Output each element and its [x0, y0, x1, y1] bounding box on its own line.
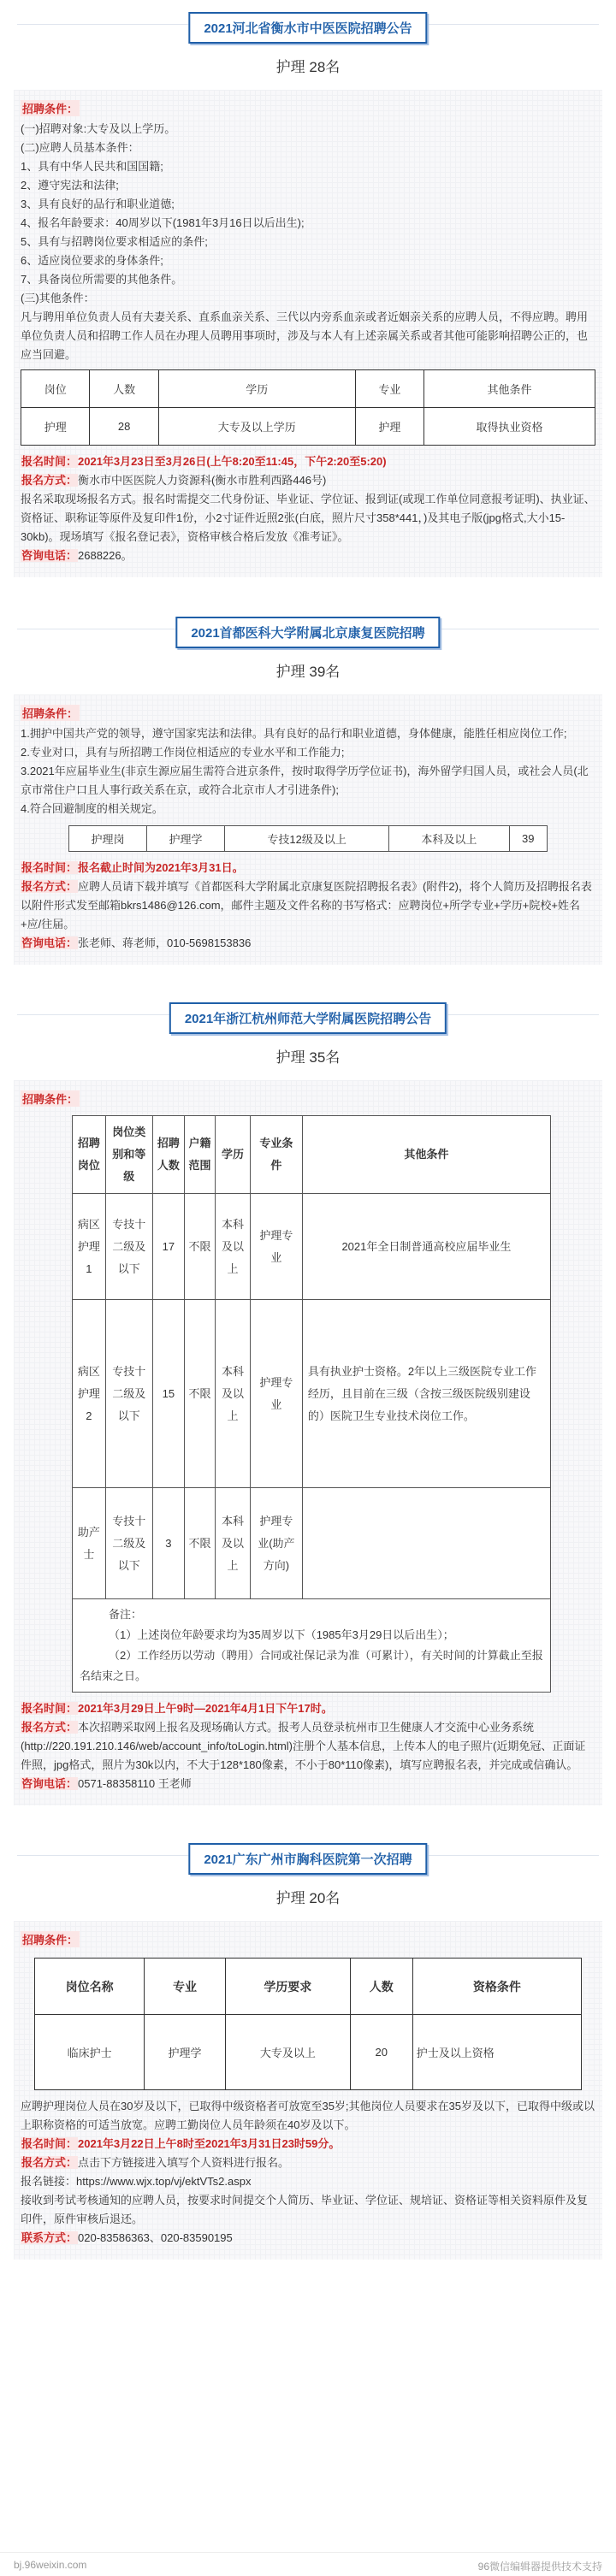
section-2-header [17, 610, 599, 647]
section-4-panel [14, 1921, 602, 2260]
table-cell: 本科及以上 [389, 826, 509, 852]
table-header-cell: 专业 [145, 1959, 226, 2015]
table-cell: 护理学 [146, 826, 224, 852]
table-cell: 具有执业护士资格。2年以上三级医院专业工作经历，且目前在三级（含按三级医院级别建设的）医院卫生专业技术岗位工作。 [302, 1300, 550, 1488]
s3-note-2: （2）工作经历以劳动（聘用）合同或社保记录为准（可累计），有关时间的计算截止至报名结束之日。 [80, 1649, 543, 1682]
section-2-title: 2021首都医科大学附属北京康复医院招聘 [175, 617, 440, 648]
s2-phone-label: 咨询电话： [21, 936, 78, 949]
section-1-header [17, 5, 599, 43]
table-cell: 学历 [158, 370, 355, 408]
s1-line: 1、具有中华人民共和国国籍; [21, 160, 163, 173]
table-cell: 本科及以上 [216, 1300, 251, 1488]
s2-line: 2.专业对口，具有与所招聘工作岗位相适应的专业水平和工作能力; [21, 746, 345, 759]
table-cell: 临床护士 [35, 2015, 145, 2090]
s1-line: 6、适应岗位要求的身体条件; [21, 254, 163, 267]
table-header-cell: 学历要求 [225, 1959, 350, 2015]
table-cell: 专业 [355, 370, 424, 408]
section-2-panel [14, 694, 602, 965]
s2-table [68, 825, 548, 852]
table-header-cell: 招聘岗位 [73, 1116, 106, 1194]
s4-table [34, 1958, 582, 2090]
section-2-tag: 招聘条件： [21, 705, 80, 721]
table-cell: 不限 [184, 1194, 215, 1300]
s2-line: 3.2021年应届毕业生(非京生源应届生需符合进京条件，按时取得学历学位证书)，海外留学归国人员，或社会人员(北京市常住户口且人事行政关系在京，或符合北京市人才引进条件); [21, 765, 589, 796]
table-cell: 20 [350, 2015, 412, 2090]
section-1-subtitle: 护理 28名 [275, 59, 341, 75]
section-3-subtitle: 护理 35名 [275, 1049, 341, 1066]
s3-time: 2021年3月29日上午9时—2021年4月1日下午17时。 [78, 1702, 333, 1715]
table-cell: 专技十二级及以下 [105, 1300, 152, 1488]
s1-method: 衡水市中医医院人力资源科(衡水市胜利西路446号) [78, 474, 327, 487]
table-cell: 不限 [184, 1488, 215, 1599]
s2-phone: 张老师、蒋老师，010-5698153836 [78, 936, 252, 949]
table-header-cell: 资格条件 [412, 1959, 581, 2015]
section-4-subtitle: 护理 20名 [275, 1890, 341, 1906]
s1-phone-label: 咨询电话： [21, 549, 78, 562]
s4-time: 2021年3月22日上午8时至2021年3月31日23时59分。 [78, 2137, 341, 2150]
s1-method-detail: 报名采取现场报名方式。报名时需提交二代身份证、毕业证、学位证、报到证(或现工作单位同意报考证明)、执业证、资格证、职称证等原件及复印件1份，小2寸证件近照2张(白底，照片尺寸358*441，)及其电子版(jpg格式,大小15-30kb)。现场填写《报名登记表》，资格审核合格后发放《准考证》。 [21, 493, 595, 543]
table-cell: 护理学 [145, 2015, 226, 2090]
table-cell: 护理专业 [250, 1194, 302, 1300]
table-cell: 病区护理1 [73, 1194, 106, 1300]
table-cell: 39 [509, 826, 548, 852]
table-cell: 护理专业 [250, 1300, 302, 1488]
s2-line: 4.符合回避制度的相关规定。 [21, 802, 163, 815]
table-cell: 大专及以上学历 [158, 408, 355, 446]
section-4-title: 2021广东广州市胸科医院第一次招聘 [188, 1843, 427, 1875]
table-cell: 专技十二级及以下 [105, 1488, 152, 1599]
table-cell: 15 [152, 1300, 184, 1488]
s4-phone-label: 联系方式： [21, 2231, 78, 2244]
table-cell: 28 [90, 408, 158, 446]
table-cell: 助产士 [73, 1488, 106, 1599]
s1-line: (二)应聘人员基本条件： [21, 141, 139, 154]
s4-note: 接收到考试考核通知的应聘人员，按要求时间提交个人简历、毕业证、学位证、规培证、资格证等相关资料原件及复印件，原件审核后退还。 [21, 2194, 589, 2225]
table-cell: 护理 [21, 408, 90, 446]
table-header-cell: 人数 [350, 1959, 412, 2015]
s4-phone: 020-83586363、020-83590195 [78, 2231, 233, 2244]
table-header-cell: 学历 [216, 1116, 251, 1194]
footer-credit: 96微信编辑器提供技术支持 [477, 2561, 602, 2573]
s3-phone-label: 咨询电话： [21, 1777, 78, 1790]
s1-table [21, 369, 595, 446]
s1-phone: 2688226。 [78, 549, 133, 562]
table-header-cell: 招聘人数 [152, 1116, 184, 1194]
section-1-panel [14, 90, 602, 577]
s1-line: 2、遵守宪法和法律; [21, 179, 119, 192]
table-cell: 3 [152, 1488, 184, 1599]
footer [0, 2552, 616, 2576]
table-cell: 本科及以上 [216, 1194, 251, 1300]
s3-method: 本次招聘采取网上报名及现场确认方式。报考人员登录杭州市卫生健康人才交流中心业务系统(http://220.191.210.146/web/account_info/toLogin.html)注册个人基本信息，上传本人的电子照片(近期免冠、正面证件照，jpg格式，照片为30k以内，不大于128*180像素，不小于80*110像素)，填写应聘报名表，并完成或信确认。 [21, 1721, 586, 1771]
s3-note [72, 1599, 551, 1693]
table-cell: 人数 [90, 370, 158, 408]
s2-method: 应聘人员请下载并填写《首都医科大学附属北京康复医院招聘报名表》(附件2)，将个人简历及招聘报名表以附件形式发至邮箱bkrs1486@126.com，邮件主题及文件名称的书写格式：应聘岗位+所学专业+学历+院校+姓名+应/往届。 [21, 880, 592, 931]
table-cell: 专技12级及以上 [224, 826, 388, 852]
s1-line: 5、具有与招聘岗位要求相适应的条件; [21, 235, 208, 248]
s4-link-label: 报名链接： [21, 2175, 77, 2188]
s1-line: (三)其他条件： [21, 292, 95, 304]
table-cell: 护士及以上资格 [412, 2015, 581, 2090]
s4-link[interactable]: https://www.wjx.top/vj/ektVTs2.aspx [76, 2175, 252, 2188]
s1-method-label: 报名方式： [21, 474, 78, 487]
s4-method: 点击下方链接进入填写个人资料进行报名。 [78, 2156, 290, 2169]
s1-line: (一)招聘对象:大专及以上学历。 [21, 122, 176, 135]
s1-time: 2021年3月23日至3月26日(上午8:20至11:45，下午2:20至5:20) [78, 455, 387, 468]
table-cell: 护理岗 [69, 826, 147, 852]
table-cell: 不限 [184, 1300, 215, 1488]
section-4-tag: 招聘条件： [21, 1931, 80, 1947]
s3-time-label: 报名时间： [21, 1702, 78, 1715]
s1-line: 凡与聘用单位负责人员有夫妻关系、直系血亲关系、三代以内旁系血亲或者近姻亲关系的应聘人员，不得应聘。聘用单位负责人员和招聘工作人员在办理人员聘用事项时，涉及与本人有上述亲属关系或者其他可能影响招聘公正的，也应当回避。 [21, 310, 589, 361]
s1-line: 3、具有良好的品行和职业道德; [21, 198, 175, 210]
s2-line: 1.拥护中国共产党的领导，遵守国家宪法和法律。具有良好的品行和职业道德，身体健康，能胜任相应岗位工作; [21, 727, 567, 740]
s4-age: 应聘护理岗位人员在30岁及以下，已取得中级资格者可放宽至35岁;其他岗位人员要求在35岁及以下，已取得中级或以上职称资格的可适当放宽。应聘工勤岗位人员年龄须在40岁及以下。 [21, 2100, 595, 2131]
table-cell: 护理专业(助产方向) [250, 1488, 302, 1599]
s1-line: 7、具备岗位所需要的其他条件。 [21, 273, 183, 286]
section-3-header [17, 996, 599, 1033]
section-3-tag: 招聘条件： [21, 1090, 80, 1107]
s3-note-title: 备注： [109, 1608, 143, 1621]
s4-method-label: 报名方式： [21, 2156, 78, 2169]
section-4-header [17, 1836, 599, 1874]
s3-phone: 0571-88358110 王老师 [78, 1777, 192, 1790]
table-cell: 17 [152, 1194, 184, 1300]
s2-deadline: 报名截止时间为2021年3月31日。 [78, 861, 244, 874]
table-header-cell: 户籍范围 [184, 1116, 215, 1194]
table-cell: 本科及以上 [216, 1488, 251, 1599]
s3-method-label: 报名方式： [21, 1721, 78, 1734]
table-cell: 岗位 [21, 370, 90, 408]
section-1-tag: 招聘条件： [21, 100, 80, 116]
section-2-subtitle: 护理 39名 [275, 664, 341, 680]
s3-note-1: （1）上述岗位年龄要求均为35周岁以下（1985年3月29日以后出生）； [109, 1628, 454, 1641]
table-header-cell: 岗位类别和等级 [105, 1116, 152, 1194]
table-cell: 其他条件 [424, 370, 595, 408]
table-cell: 护理 [355, 408, 424, 446]
table-header-cell: 岗位名称 [35, 1959, 145, 2015]
table-cell: 取得执业资格 [424, 408, 595, 446]
s4-time-label: 报名时间： [21, 2137, 78, 2150]
table-cell: 2021年全日制普通高校应届毕业生 [302, 1194, 550, 1300]
s1-time-label: 报名时间： [21, 455, 78, 468]
section-3-title: 2021年浙江杭州师范大学附属医院招聘公告 [169, 1002, 447, 1034]
s2-deadline-label: 报名时间： [21, 861, 78, 874]
footer-domain[interactable]: bj.96weixin.com [14, 2559, 87, 2571]
table-cell: 专技十二级及以下 [105, 1194, 152, 1300]
s3-table [72, 1115, 551, 1599]
table-cell: 病区护理2 [73, 1300, 106, 1488]
section-3-panel [14, 1080, 602, 1805]
s2-method-label: 报名方式： [21, 880, 78, 893]
table-header-cell: 其他条件 [302, 1116, 550, 1194]
table-cell [302, 1488, 550, 1599]
table-header-cell: 专业条件 [250, 1116, 302, 1194]
table-cell: 大专及以上 [225, 2015, 350, 2090]
section-1-title: 2021河北省衡水市中医医院招聘公告 [188, 12, 427, 44]
s1-line: 4、报名年龄要求：40周岁以下(1981年3月16日以后出生); [21, 216, 305, 229]
